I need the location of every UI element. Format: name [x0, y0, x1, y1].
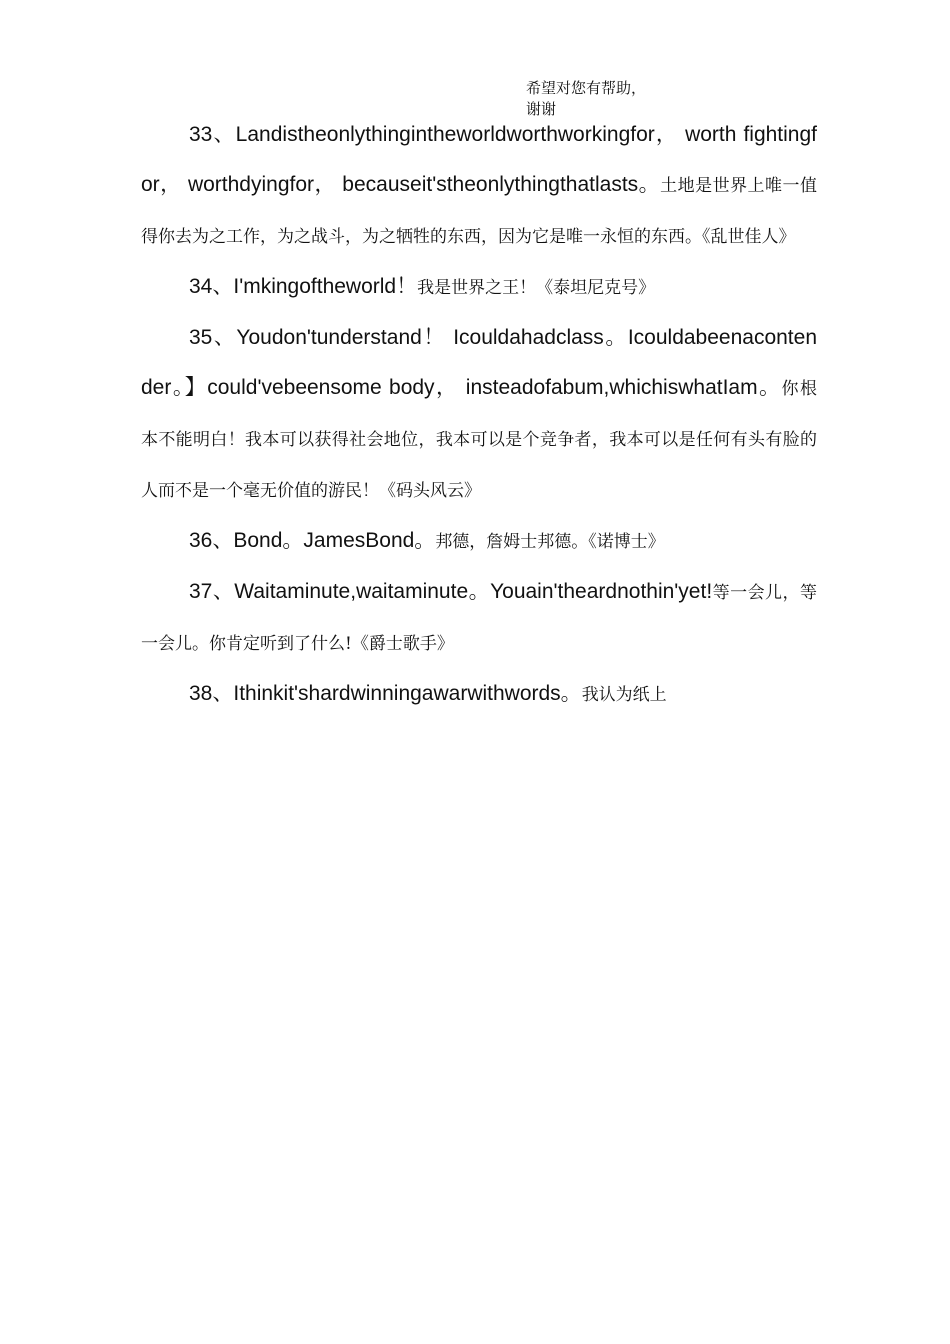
quote-paragraph-33 — [141, 110, 817, 262]
quote-38-chinese: 我认为纸上 — [581, 685, 667, 705]
header-note-line2: 谢谢 — [526, 100, 557, 118]
quote-37-english: 37、Waitaminute,waitaminute。Youain'theardnothin'yet! — [189, 580, 713, 603]
quote-34-english: 34、I'mkingoftheworld！ — [189, 275, 418, 298]
quote-paragraph-36 — [141, 516, 817, 567]
quote-37-chinese: 等一会儿，等一会儿。你肯定听到了什么!《爵士歌手》 — [141, 583, 817, 654]
quote-35-chinese: 你根本不能明白！我本可以获得社会地位，我本可以是个竞争者，我本可以是任何有头有脸的人而不是一个毫无价值的游民！《码头风云》 — [141, 379, 817, 501]
quote-paragraph-34 — [141, 262, 817, 313]
quote-38-english: 38、Ithinkit'shardwinningawarwithwords。 — [189, 682, 582, 705]
quote-33-english: 33、Landistheonlythingintheworldworthworkingfor， worth fightingfor， worthdyingfor， becauseit'stheonlythingthatlasts。 — [141, 123, 817, 196]
quote-34-chinese: 我是世界之王！《泰坦尼克号》 — [417, 278, 656, 298]
document-body — [141, 110, 817, 720]
quote-paragraph-37 — [141, 567, 817, 669]
header-note-line1: 希望对您有帮助， — [526, 79, 647, 97]
quote-36-chinese: 邦德，詹姆士邦德。《诺博士》 — [435, 532, 665, 552]
quote-paragraph-35 — [141, 313, 817, 516]
quote-35-english: 35、Youdon'tunderstand！ Icouldahadclass。Icouldabeenacontender。】could'vebeensome body， insteadofabum,whichiswhatIam。 — [141, 326, 817, 399]
quote-33-chinese: 土地是世界上唯一值得你去为之工作，为之战斗，为之牺牲的东西，因为它是唯一永恒的东西。《乱世佳人》 — [141, 176, 817, 247]
quote-36-english: 36、Bond。JamesBond。 — [189, 529, 436, 552]
quote-paragraph-38 — [141, 669, 817, 720]
